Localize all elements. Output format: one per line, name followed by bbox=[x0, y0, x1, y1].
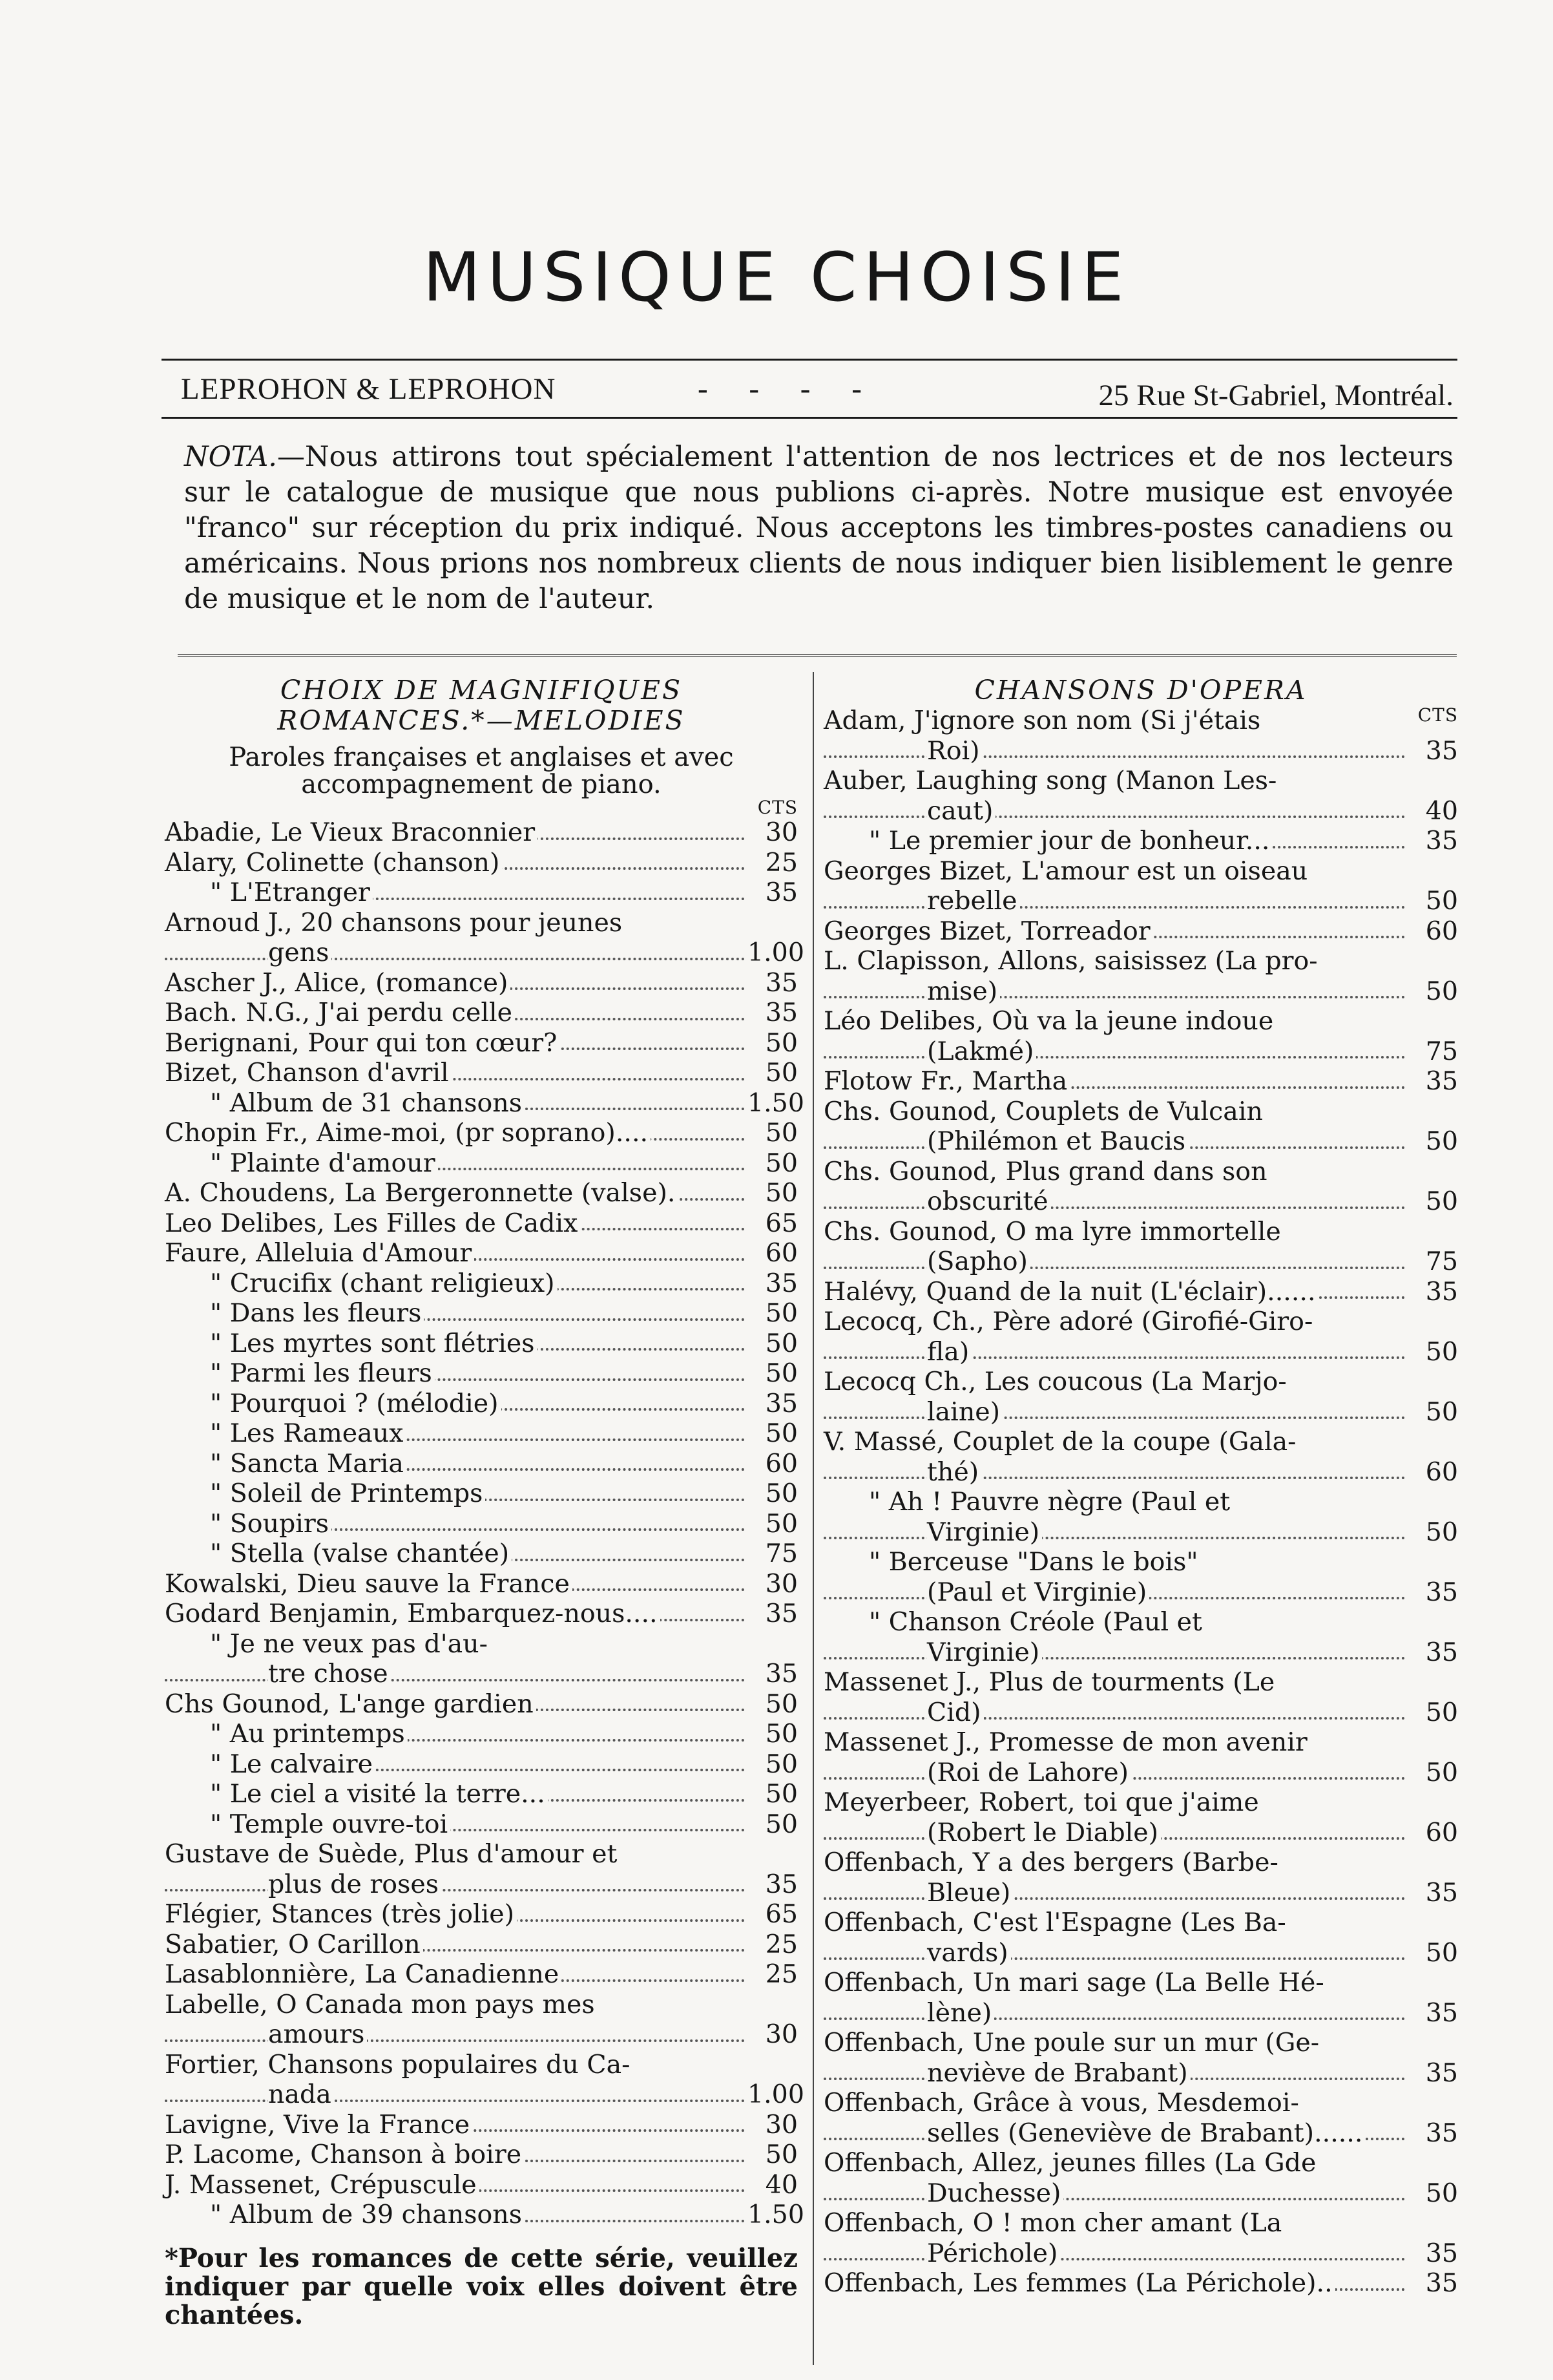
list-item bbox=[165, 998, 798, 1028]
list-item bbox=[165, 2050, 798, 2080]
item-title: neviève de Brabant) bbox=[927, 2058, 1191, 2088]
list-item bbox=[824, 856, 1458, 887]
list-item bbox=[824, 1097, 1458, 1127]
list-item bbox=[165, 1418, 798, 1449]
item-price: 50 bbox=[765, 1118, 798, 1148]
item-title: Chs. Gounod, Couplets de Vulcain bbox=[824, 1097, 1266, 1126]
list-item bbox=[165, 968, 798, 998]
item-price: 60 bbox=[1425, 916, 1458, 946]
left-price-list bbox=[165, 817, 804, 2230]
list-item bbox=[165, 1599, 798, 1629]
item-price: 35 bbox=[1425, 735, 1458, 766]
item-title: " Album de 31 chansons bbox=[165, 1088, 525, 1118]
list-item bbox=[165, 2200, 804, 2230]
list-item bbox=[165, 848, 798, 878]
list-item bbox=[165, 2110, 798, 2140]
item-title: L. Clapisson, Allons, saisissez (La pro- bbox=[824, 946, 1320, 976]
item-title: Offenbach, Un mari sage (La Belle Hé- bbox=[824, 1968, 1327, 1997]
item-title: " Ah ! Pauvre nègre (Paul et bbox=[824, 1487, 1233, 1517]
item-title: Godard Benjamin, Embarquez-nous.... bbox=[165, 1599, 660, 1628]
list-item bbox=[165, 1358, 798, 1389]
item-price: 35 bbox=[1425, 1637, 1458, 1667]
item-title: Léo Delibes, Où va la jeune indoue bbox=[824, 1006, 1276, 1036]
list-item bbox=[165, 1148, 798, 1179]
item-title: Offenbach, Une poule sur un mur (Ge- bbox=[824, 2028, 1322, 2058]
list-item bbox=[165, 2140, 798, 2170]
publisher-address: 25 Rue St-Gabriel, Montréal. bbox=[1098, 379, 1454, 412]
publisher-name: LEPROHON & LEPROHON bbox=[181, 372, 556, 406]
list-item bbox=[165, 1389, 798, 1419]
list-item bbox=[824, 2238, 1458, 2269]
list-item bbox=[165, 1959, 798, 1990]
item-title: fla) bbox=[927, 1337, 972, 1367]
list-item bbox=[824, 1577, 1458, 1608]
item-title: " Album de 39 chansons bbox=[165, 2200, 525, 2229]
item-title: Offenbach, Grâce à vous, Mesdemoi- bbox=[824, 2088, 1302, 2118]
item-price: 50 bbox=[1425, 1937, 1458, 1968]
item-price: 50 bbox=[765, 1479, 798, 1508]
list-item bbox=[824, 1908, 1458, 1938]
list-item bbox=[165, 1539, 798, 1569]
list-item bbox=[824, 706, 1458, 736]
list-item bbox=[165, 1719, 798, 1749]
left-cts-label: CTS bbox=[757, 797, 798, 818]
item-title: A. Choudens, La Bergeronnette (valse). bbox=[165, 1178, 678, 1208]
list-item bbox=[165, 1869, 798, 1900]
item-price: 25 bbox=[765, 847, 798, 878]
list-item bbox=[824, 2208, 1458, 2238]
publisher-dashes: - - - - bbox=[698, 372, 879, 406]
item-title: Lasablonnière, La Canadienne bbox=[165, 1959, 561, 1989]
item-price: 50 bbox=[1425, 886, 1458, 916]
item-price: 50 bbox=[765, 1358, 798, 1388]
list-item bbox=[824, 916, 1458, 947]
list-item bbox=[165, 1899, 798, 1930]
item-price: 50 bbox=[765, 1809, 798, 1839]
item-title: mise) bbox=[927, 976, 1000, 1006]
right-heading: CHANSONS D'OPERA bbox=[974, 675, 1308, 706]
item-title: Périchole) bbox=[927, 2238, 1060, 2268]
item-price: 50 bbox=[1425, 2178, 1458, 2208]
column-separator bbox=[813, 672, 814, 2365]
item-price: 35 bbox=[1425, 1877, 1458, 1908]
item-price: 35 bbox=[765, 998, 798, 1027]
item-title: Massenet J., Plus de tourments (Le bbox=[824, 1667, 1277, 1697]
nota-paragraph bbox=[184, 439, 1454, 617]
list-item bbox=[165, 1689, 798, 1720]
list-item bbox=[824, 1037, 1458, 1067]
item-price: 60 bbox=[1425, 1457, 1458, 1487]
item-price: 75 bbox=[1425, 1247, 1458, 1276]
item-title: " Le ciel a visité la terre... bbox=[165, 1779, 548, 1809]
list-item bbox=[824, 1818, 1458, 1848]
list-item bbox=[824, 1848, 1458, 1878]
item-title: Halévy, Quand de la nuit (L'éclair)...... bbox=[824, 1277, 1318, 1307]
item-title: Georges Bizet, Torreador bbox=[824, 916, 1153, 946]
item-title: Offenbach, Y a des bergers (Barbe- bbox=[824, 1848, 1281, 1877]
item-title: Gustave de Suède, Plus d'amour et bbox=[165, 1839, 620, 1869]
list-item bbox=[165, 1058, 798, 1088]
item-title: J. Massenet, Crépuscule bbox=[165, 2170, 479, 2200]
list-item bbox=[824, 2178, 1458, 2209]
item-title: " Stella (valse chantée) bbox=[165, 1539, 512, 1568]
item-title: Bach. N.G., J'ai perdu celle bbox=[165, 998, 515, 1027]
item-price: 25 bbox=[765, 1959, 798, 1989]
item-price: 35 bbox=[1425, 1997, 1458, 2028]
list-item bbox=[165, 1329, 798, 1359]
item-title: nada bbox=[268, 2080, 334, 2109]
item-price: 25 bbox=[765, 1929, 798, 1959]
item-title: (Philémon et Baucis bbox=[927, 1126, 1188, 1156]
item-price: 30 bbox=[765, 2109, 798, 2140]
list-item bbox=[824, 976, 1458, 1007]
item-title: Lecocq Ch., Les coucous (La Marjo- bbox=[824, 1367, 1289, 1396]
list-item bbox=[824, 1307, 1458, 1337]
list-item bbox=[165, 1479, 798, 1509]
item-title: vards) bbox=[927, 1938, 1011, 1968]
item-price: 50 bbox=[765, 1719, 798, 1749]
item-title: amours bbox=[268, 2019, 367, 2049]
item-title: Offenbach, O ! mon cher amant (La bbox=[824, 2208, 1284, 2238]
list-item bbox=[165, 1178, 798, 1208]
item-price: 50 bbox=[1425, 1757, 1458, 1787]
list-item bbox=[824, 1998, 1458, 2028]
item-price: 1.50 bbox=[747, 1088, 804, 1118]
item-title: Berignani, Pour qui ton cœur? bbox=[165, 1028, 559, 1058]
item-price: 35 bbox=[1425, 2238, 1458, 2268]
item-title: P. Lacome, Chanson à boire bbox=[165, 2140, 524, 2169]
column-divider-rule bbox=[178, 654, 1457, 657]
item-price: 35 bbox=[765, 1388, 798, 1418]
item-price: 30 bbox=[765, 1568, 798, 1599]
item-title: Meyerbeer, Robert, toi que j'aime bbox=[824, 1787, 1262, 1817]
item-title: Leo Delibes, Les Filles de Cadix bbox=[165, 1208, 580, 1238]
item-price: 50 bbox=[1425, 1517, 1458, 1547]
item-title: Lecocq, Ch., Père adoré (Girofié-Giro- bbox=[824, 1307, 1315, 1336]
item-title: " Les myrtes sont flétries bbox=[165, 1329, 537, 1358]
item-title: Flotow Fr., Martha bbox=[824, 1066, 1070, 1096]
item-title: plus de roses bbox=[268, 1869, 441, 1899]
item-title: " Soupirs bbox=[165, 1509, 331, 1539]
list-item bbox=[824, 796, 1458, 827]
item-title: " Dans les fleurs bbox=[165, 1298, 424, 1328]
item-title: " Les Rameaux bbox=[165, 1418, 406, 1448]
item-title: Bleue) bbox=[927, 1878, 1013, 1908]
item-price: 35 bbox=[1425, 2118, 1458, 2148]
item-title: Roi) bbox=[927, 736, 983, 766]
item-title: Arnoud J., 20 chansons pour jeunes bbox=[165, 908, 625, 938]
list-item bbox=[824, 1968, 1458, 1998]
list-item bbox=[824, 1337, 1458, 1367]
item-price: 50 bbox=[1425, 1396, 1458, 1427]
item-price: 35 bbox=[765, 1869, 798, 1899]
item-price: 60 bbox=[765, 1448, 798, 1479]
list-item bbox=[165, 1509, 798, 1539]
list-item bbox=[824, 946, 1458, 976]
right-price-list bbox=[824, 706, 1458, 2299]
item-price: 75 bbox=[765, 1539, 798, 1568]
item-title: Lavigne, Vive la France bbox=[165, 2110, 472, 2140]
item-title: " Sancta Maria bbox=[165, 1449, 406, 1479]
item-price: 50 bbox=[765, 1328, 798, 1358]
list-item bbox=[824, 2058, 1458, 2089]
item-title: " Je ne veux pas d'au- bbox=[165, 1629, 490, 1659]
item-price: 1.00 bbox=[747, 2080, 804, 2109]
item-price: 65 bbox=[765, 1208, 798, 1238]
item-price: 40 bbox=[765, 2169, 798, 2200]
header-bottom-rule bbox=[162, 417, 1457, 419]
item-title: (Paul et Virginie) bbox=[927, 1577, 1149, 1607]
item-title: (Roi de Lahore) bbox=[927, 1758, 1131, 1787]
item-price: 50 bbox=[1425, 1697, 1458, 1727]
list-item bbox=[165, 908, 798, 938]
list-item bbox=[165, 1028, 798, 1058]
list-item bbox=[824, 2118, 1458, 2149]
item-price: 35 bbox=[1425, 1577, 1458, 1607]
item-title: " Pourquoi ? (mélodie) bbox=[165, 1389, 501, 1418]
item-title: Ascher J., Alice, (romance) bbox=[165, 968, 510, 998]
item-title: Sabatier, O Carillon bbox=[165, 1930, 423, 1959]
item-title: V. Massé, Couplet de la coupe (Gala- bbox=[824, 1427, 1298, 1457]
list-item bbox=[165, 1809, 798, 1840]
publisher-row bbox=[181, 365, 1454, 410]
list-item bbox=[824, 1607, 1458, 1638]
item-price: 35 bbox=[765, 1599, 798, 1628]
item-price: 1.00 bbox=[747, 938, 804, 967]
item-title: lène) bbox=[927, 1998, 994, 2028]
list-item bbox=[824, 2088, 1458, 2118]
item-title: " Le calvaire bbox=[165, 1749, 375, 1779]
page-title: MUSIQUE CHOISIE bbox=[422, 238, 1131, 317]
item-title: " Berceuse "Dans le bois" bbox=[824, 1547, 1201, 1577]
list-item bbox=[824, 1457, 1458, 1488]
item-title: Faure, Alleluia d'Amour bbox=[165, 1238, 474, 1268]
item-title: Chs. Gounod, O ma lyre immortelle bbox=[824, 1217, 1284, 1247]
list-item bbox=[824, 826, 1458, 856]
item-title: Chs. Gounod, Plus grand dans son bbox=[824, 1157, 1270, 1186]
item-title: (Sapho) bbox=[927, 1247, 1030, 1276]
list-item bbox=[824, 1126, 1458, 1157]
nota-label: NOTA. bbox=[184, 441, 277, 473]
item-price: 65 bbox=[765, 1899, 798, 1929]
item-title: laine) bbox=[927, 1397, 1003, 1427]
item-price: 50 bbox=[765, 1749, 798, 1779]
list-item bbox=[165, 1088, 804, 1119]
item-title: " Parmi les fleurs bbox=[165, 1358, 435, 1388]
item-price: 50 bbox=[765, 1178, 798, 1208]
list-item bbox=[824, 736, 1458, 766]
item-price: 50 bbox=[765, 1508, 798, 1539]
list-item bbox=[824, 1427, 1458, 1457]
item-title: Labelle, O Canada mon pays mes bbox=[165, 1990, 598, 2019]
list-item bbox=[165, 1449, 798, 1479]
list-item bbox=[165, 1779, 798, 1809]
list-item bbox=[824, 766, 1458, 796]
item-title: selles (Geneviève de Brabant)...... bbox=[927, 2118, 1365, 2148]
item-price: 50 bbox=[765, 1148, 798, 1178]
item-title: (Lakmé) bbox=[927, 1037, 1036, 1066]
list-item bbox=[165, 2080, 804, 2110]
right-column bbox=[824, 675, 1458, 2299]
item-price: 35 bbox=[1425, 1276, 1458, 1307]
item-title: Adam, J'ignore son nom (Si j'étais bbox=[824, 706, 1263, 735]
list-item bbox=[824, 1698, 1458, 1728]
list-item bbox=[824, 886, 1458, 916]
left-heading-1: CHOIX DE MAGNIFIQUES bbox=[280, 675, 683, 706]
item-title: " Crucifix (chant religieux) bbox=[165, 1269, 558, 1298]
list-item bbox=[824, 1758, 1458, 1788]
list-item bbox=[165, 1208, 798, 1239]
list-item bbox=[824, 2268, 1458, 2299]
list-item bbox=[165, 1990, 798, 2020]
list-item bbox=[165, 817, 798, 848]
item-price: 35 bbox=[765, 1659, 798, 1689]
list-item bbox=[824, 1727, 1458, 1758]
list-item bbox=[824, 1397, 1458, 1427]
item-price: 50 bbox=[765, 1058, 798, 1088]
list-item bbox=[824, 1547, 1458, 1577]
item-title: Flégier, Stances (très jolie) bbox=[165, 1899, 517, 1929]
left-column bbox=[165, 675, 804, 2330]
item-price: 50 bbox=[765, 2140, 798, 2169]
item-price: 30 bbox=[765, 2019, 798, 2049]
item-title: Chs Gounod, L'ange gardien bbox=[165, 1689, 536, 1719]
item-title: Offenbach, C'est l'Espagne (Les Ba- bbox=[824, 1908, 1289, 1937]
item-price: 30 bbox=[765, 817, 798, 847]
item-title: " Temple ouvre-toi bbox=[165, 1809, 450, 1839]
list-item bbox=[824, 1367, 1458, 1397]
top-rule bbox=[162, 359, 1457, 361]
list-item bbox=[824, 1487, 1458, 1517]
list-item bbox=[824, 1006, 1458, 1037]
list-item bbox=[165, 2019, 798, 2050]
item-price: 50 bbox=[1425, 1186, 1458, 1216]
list-item bbox=[165, 878, 798, 908]
item-title: caut) bbox=[927, 796, 995, 826]
item-price: 40 bbox=[1425, 795, 1458, 826]
list-item bbox=[165, 1749, 798, 1780]
item-title: Kowalski, Dieu sauve la France bbox=[165, 1569, 572, 1599]
item-title: tre chose bbox=[268, 1659, 391, 1689]
list-item bbox=[165, 1629, 798, 1659]
list-item bbox=[824, 1277, 1458, 1307]
item-title: Fortier, Chansons populaires du Ca- bbox=[165, 2050, 633, 2080]
list-item bbox=[824, 1217, 1458, 1247]
item-price: 35 bbox=[765, 878, 798, 907]
list-item bbox=[824, 1186, 1458, 1217]
item-price: 35 bbox=[1425, 1066, 1458, 1096]
item-title: Offenbach, Les femmes (La Périchole).. bbox=[824, 2268, 1335, 2298]
item-price: 1.50 bbox=[747, 2200, 804, 2229]
list-item bbox=[165, 1269, 798, 1299]
item-title: gens bbox=[268, 938, 331, 967]
left-heading-2: ROMANCES.*—MELODIES bbox=[277, 705, 685, 736]
item-title: obscurité bbox=[927, 1186, 1051, 1216]
list-item bbox=[165, 1569, 798, 1599]
item-price: 35 bbox=[765, 1268, 798, 1298]
item-price: 35 bbox=[1425, 2058, 1458, 2088]
list-item bbox=[165, 938, 804, 968]
item-price: 50 bbox=[765, 1779, 798, 1809]
list-item bbox=[824, 1938, 1458, 1968]
item-title: Chopin Fr., Aime-moi, (pr soprano).... bbox=[165, 1118, 651, 1148]
list-item bbox=[824, 2028, 1458, 2058]
item-price: 50 bbox=[1425, 1126, 1458, 1156]
item-title: Abadie, Le Vieux Braconnier bbox=[165, 817, 537, 847]
list-item bbox=[824, 1247, 1458, 1277]
list-item bbox=[165, 1298, 798, 1329]
item-title: " Soleil de Printemps bbox=[165, 1479, 485, 1508]
item-title: " Le premier jour de bonheur... bbox=[824, 826, 1272, 856]
item-title: Bizet, Chanson d'avril bbox=[165, 1058, 452, 1088]
item-title: Cid) bbox=[927, 1698, 984, 1727]
list-item bbox=[824, 1066, 1458, 1097]
item-price: 50 bbox=[765, 1298, 798, 1328]
list-item bbox=[824, 1878, 1458, 1908]
item-title: Duchesse) bbox=[927, 2178, 1063, 2208]
list-item bbox=[165, 1238, 798, 1269]
list-item bbox=[165, 1118, 798, 1148]
item-title: Alary, Colinette (chanson) bbox=[165, 848, 502, 878]
left-subheading: Paroles françaises et anglaises et avec accompagnement de piano. bbox=[229, 742, 734, 799]
item-title: Virginie) bbox=[927, 1517, 1042, 1547]
item-price: 50 bbox=[765, 1027, 798, 1058]
item-price: 60 bbox=[765, 1238, 798, 1268]
list-item bbox=[165, 1839, 798, 1869]
item-title: (Robert le Diable) bbox=[927, 1818, 1161, 1848]
list-item bbox=[165, 2170, 798, 2200]
item-title: " L'Etranger bbox=[165, 878, 373, 907]
list-item bbox=[824, 1787, 1458, 1818]
list-item bbox=[165, 1930, 798, 1960]
right-cts-label: CTS bbox=[1417, 704, 1458, 726]
item-title: Georges Bizet, L'amour est un oiseau bbox=[824, 856, 1310, 886]
list-item bbox=[824, 2148, 1458, 2178]
item-title: Virginie) bbox=[927, 1638, 1042, 1667]
list-item bbox=[824, 1517, 1458, 1548]
voice-note: *Pour les romances de cette série, veuillez indiquer par quelle voix elles doivent être chantées. bbox=[165, 2242, 798, 2330]
item-title: Offenbach, Allez, jeunes filles (La Gde bbox=[824, 2148, 1318, 2178]
item-price: 60 bbox=[1425, 1817, 1458, 1848]
item-title: rebelle bbox=[927, 886, 1020, 916]
list-item bbox=[824, 1638, 1458, 1668]
item-title: " Chanson Créole (Paul et bbox=[824, 1607, 1205, 1637]
item-price: 50 bbox=[765, 1689, 798, 1719]
item-title: thé) bbox=[927, 1457, 981, 1487]
item-title: Auber, Laughing song (Manon Les- bbox=[824, 766, 1279, 795]
item-price: 35 bbox=[1425, 2268, 1458, 2298]
item-price: 50 bbox=[765, 1418, 798, 1448]
item-title: Massenet J., Promesse de mon avenir bbox=[824, 1727, 1310, 1757]
list-item bbox=[165, 1659, 798, 1689]
item-title: " Au printemps bbox=[165, 1719, 408, 1749]
item-price: 35 bbox=[765, 967, 798, 998]
item-price: 75 bbox=[1425, 1036, 1458, 1066]
list-item bbox=[824, 1667, 1458, 1698]
item-price: 50 bbox=[1425, 1336, 1458, 1367]
nota-text: —Nous attirons tout spécialement l'attention de nos lectrices et de nos lecteurs sur le catalogue de musique que nous publions ci-après. Notre musique est envoyée "franco" sur réception du prix indiqué. Nous acceptons les timbres-postes canadiens ou américains. Nous prions nos nombreux clients de nous indiquer bien lisiblement le genre de musique et le nom de l'auteur. bbox=[184, 441, 1454, 615]
item-title: " Plainte d'amour bbox=[165, 1148, 438, 1178]
list-item bbox=[824, 1157, 1458, 1187]
item-price: 35 bbox=[1425, 826, 1458, 856]
item-price: 50 bbox=[1425, 976, 1458, 1006]
